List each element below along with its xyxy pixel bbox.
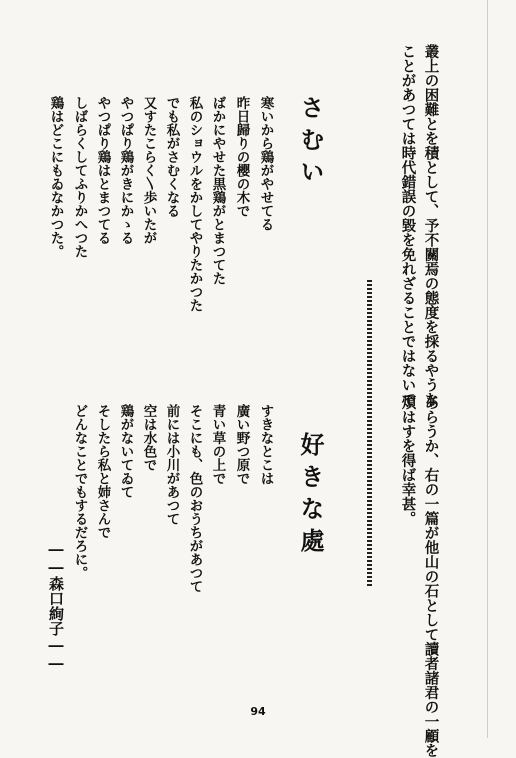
prose-line-1: 叢上の困難とを積として、予不關焉の態度を採るやうな [422, 44, 440, 407]
poem-title-samui: さむい [296, 95, 325, 191]
prose-line-2: ことがあつては時代錯誤の毀を免れざることではないで [399, 44, 417, 407]
poem1-line: 寒いから鶏がやせてる [257, 96, 274, 231]
poem2-line: そこにも、色のおうちがあつて [186, 404, 203, 593]
prose-line-3: あらうか、右の一篇が他山の石として讀者諸君の一顧を [422, 395, 440, 758]
poem-title-sukinatokoro: 好きな處 [296, 432, 325, 560]
poem1-line: しばらくしてふりかへつた [71, 96, 88, 258]
poem2-line: どんなことでもするだろに。 [71, 404, 88, 580]
poem2-line: 青い草の上で [209, 404, 226, 485]
poem1-line: やつぱり鶏はとまつてる [94, 96, 111, 245]
poem2-line: 前には小川があつて [163, 404, 180, 526]
poem1-line: ばかにやせた黒鶏がとまつてた [209, 96, 226, 285]
poem1-line: 鶏はどこにもゐなかつた。 [47, 96, 64, 258]
page-edge-line [487, 0, 488, 738]
poem2-line: そしたら私と姉さんで [94, 404, 111, 539]
poem1-line: やつぱり鶏がきにかゝる [117, 96, 134, 245]
page-number: 94 [250, 705, 266, 718]
poem1-line: 昨日歸りの櫻の木で [233, 96, 250, 218]
poem2-line: 鶏がないてゐて [117, 404, 134, 499]
prose-line-4: 煩はすを得ば幸甚。 [399, 395, 417, 526]
poem2-line: 廣い野つ原で [233, 404, 250, 485]
poem1-line: 私のショウルをかしてやりたかつた [186, 96, 203, 312]
poem2-line: 空は水色で [140, 404, 157, 472]
poem1-line: 又すたこらく〵歩いたが [140, 96, 157, 245]
poem-author: ――森口絢子―― [47, 540, 65, 672]
poem1-line: でも私がさむくなる [163, 96, 180, 218]
wavy-divider [367, 280, 372, 588]
poem2-line: すきなとこは [257, 404, 274, 485]
